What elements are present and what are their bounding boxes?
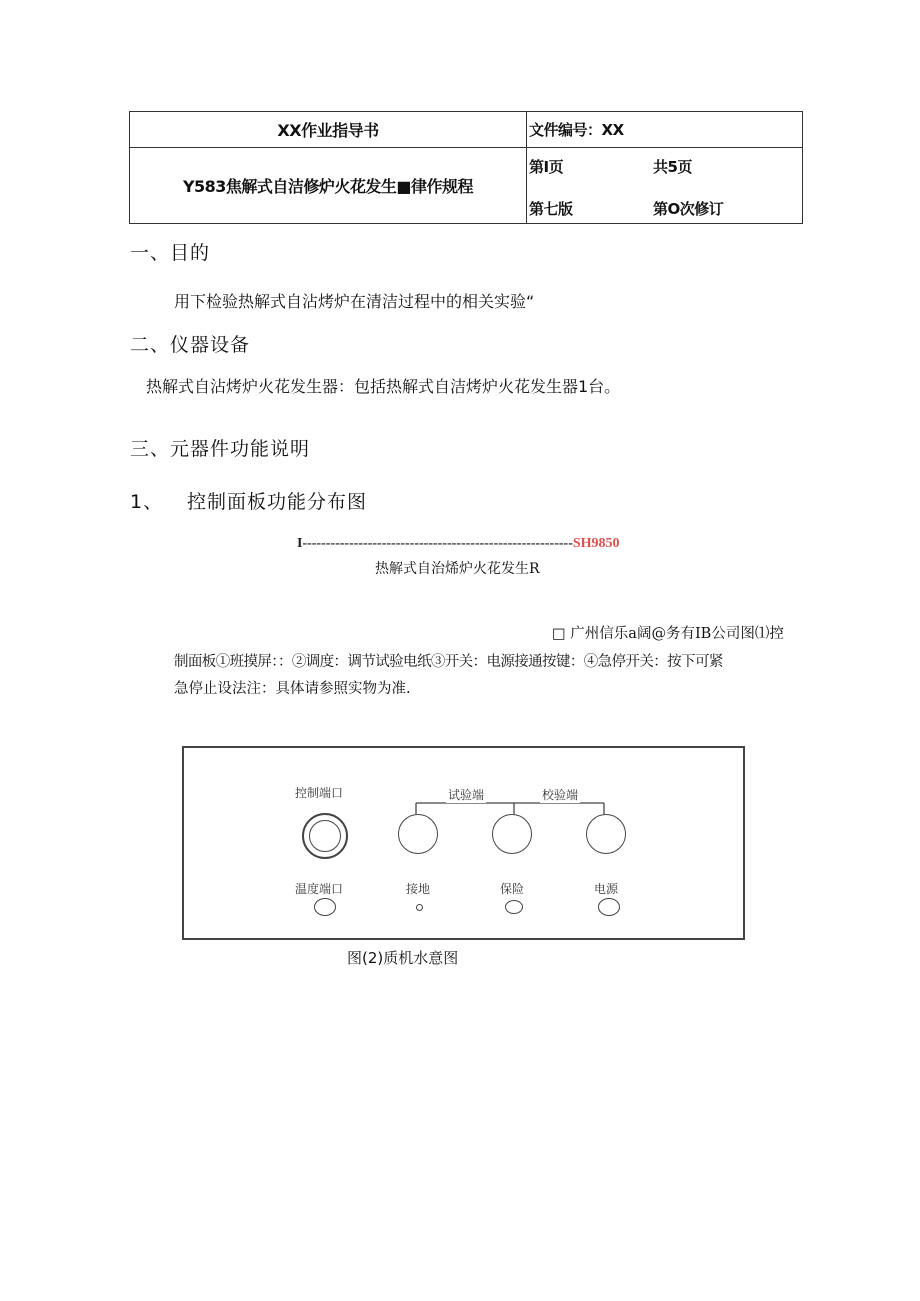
figure-1-model: SH9850: [572, 536, 620, 551]
control-port-label: 控制端口: [295, 786, 344, 800]
subsection-number: 1、: [130, 491, 164, 513]
calibration-port-label: 校验端: [542, 788, 579, 802]
note-line-1: □ 广州信乐a阔@务有IB公司图⑴控: [552, 626, 784, 642]
calibration-port: [586, 814, 626, 854]
edition: 第七版: [529, 200, 573, 218]
temperature-port-label: 温度端口: [295, 882, 344, 896]
ground-terminal: [416, 904, 423, 911]
subsection-title: 控制面板功能分布图: [187, 491, 368, 513]
control-panel-diagram: [182, 746, 745, 940]
page-info-cell: [527, 148, 803, 224]
test-port-a: [398, 814, 438, 854]
control-port-connector: [302, 813, 348, 859]
doc-title-cell: [130, 112, 527, 148]
section-1-text: 用下检验热解式自沾烤炉在清洁过程中的相关实验“: [174, 292, 535, 311]
test-port-label: 试验端: [448, 788, 485, 802]
power-label: 电源: [594, 882, 619, 896]
note-line-2: 制面板①班摸屏：：②调度：调节试验电纸③开关：电源接通按键：④急停开关：按下可紧: [174, 654, 723, 670]
total-pages: 共5页: [653, 158, 692, 176]
port-bracket: [184, 748, 747, 942]
file-no-cell: [527, 112, 803, 148]
figure-1-dashes: I----------------------------------------------------------: [297, 536, 573, 551]
doc-title: XX作业指导书: [277, 121, 379, 140]
section-1-heading: 一、目的: [130, 242, 211, 264]
procedure-title: Y583焦解式自洁修炉火花发生■律作规程: [182, 177, 474, 196]
figure-2-caption: 图(2)质机水意图: [347, 949, 459, 967]
note-line-3: 急停止设法注：具体请参照实物为准.: [174, 681, 411, 697]
section-2-text: 热解式自沾烤炉火花发生器：包括热解式自洁烤炉火花发生器1台。: [146, 377, 621, 396]
header-table: [129, 111, 803, 224]
temperature-port: [314, 898, 336, 916]
file-number: 文件编号：XX: [529, 121, 624, 139]
procedure-title-cell: [130, 148, 527, 224]
ground-label: 接地: [406, 882, 431, 896]
control-port-inner-ring: [309, 820, 341, 852]
fuse-label: 保险: [500, 882, 525, 896]
revision: 第O次修订: [653, 200, 724, 218]
fuse-holder: [505, 900, 523, 914]
section-3-heading: 三、元器件功能说明: [130, 438, 311, 460]
figure-1-label: 热解式自治烯炉火花发生R: [375, 561, 540, 577]
page-number: 第I页: [529, 158, 564, 176]
power-switch: [598, 898, 620, 916]
section-2-heading: 二、仪器设备: [130, 334, 251, 356]
figure-1-dash-line: [297, 536, 717, 552]
test-port-b: [492, 814, 532, 854]
